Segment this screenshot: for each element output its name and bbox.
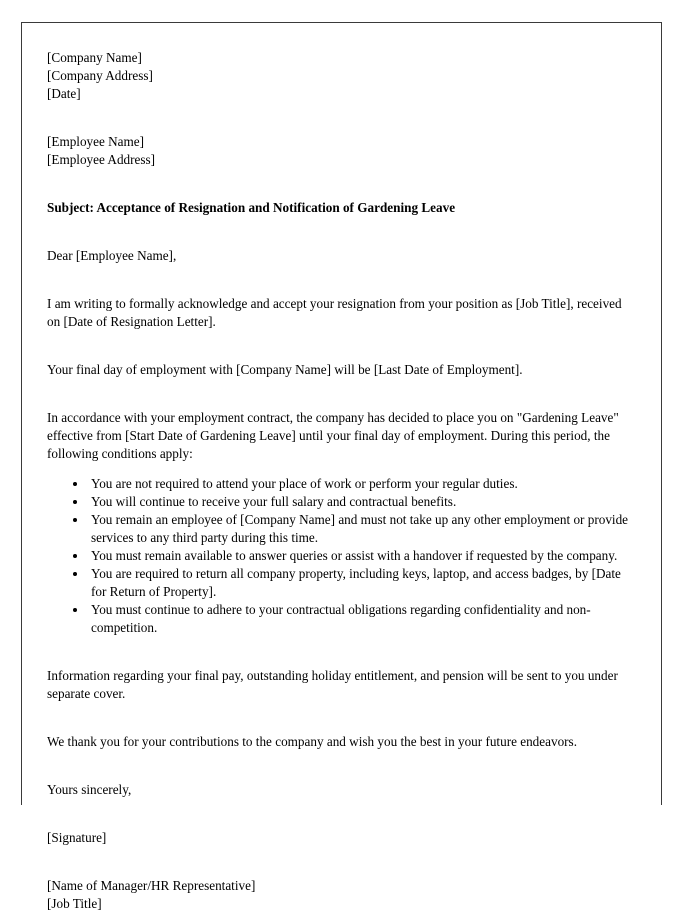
letter-body: [47, 49, 636, 913]
spacer: [47, 379, 636, 409]
paragraph-gardening-leave-intro: In accordance with your employment contract, the company has decided to place you on "Gardening Leave" effective from [Start Date of Gardening Leave] until your final day of employment. During this period, the following conditions apply:: [47, 410, 619, 461]
sender-company-name: [Company Name]: [47, 50, 142, 65]
spacer: [47, 751, 636, 781]
salutation: Dear [Employee Name],: [47, 248, 177, 263]
spacer: [47, 703, 636, 733]
spacer: [47, 265, 636, 295]
recipient-address-block: [47, 133, 636, 169]
spacer: [47, 217, 636, 247]
spacer: [47, 799, 636, 829]
spacer: [47, 169, 636, 199]
conditions-list: [47, 475, 636, 637]
sender-company-address: [Company Address]: [47, 68, 153, 83]
list-item: • You are not required to attend your place of work or perform your regular duties.: [88, 475, 636, 493]
list-item: • You will continue to receive your full salary and contractual benefits.: [88, 493, 636, 511]
signature-placeholder: [Signature]: [47, 830, 107, 845]
recipient-employee-address: [Employee Address]: [47, 152, 156, 167]
spacer: [47, 463, 636, 475]
recipient-employee-name: [Employee Name]: [47, 134, 145, 149]
paragraph-final-day: Your final day of employment with [Company Name] will be [Last Date of Employment].: [47, 362, 523, 377]
letter-page: [21, 22, 662, 911]
paragraph-thanks: We thank you for your contributions to the company and wish you the best in your future endeavors.: [47, 734, 577, 749]
list-item: • You are required to return all company property, including keys, laptop, and access badges, by [Date for Return of Property].: [88, 565, 636, 601]
sender-address-block: [47, 49, 636, 103]
paragraph-final-pay: Information regarding your final pay, outstanding holiday entitlement, and pension will be sent to you under separate cover.: [47, 668, 618, 701]
signer-block: [47, 877, 636, 913]
spacer: [47, 331, 636, 361]
list-item: • You remain an employee of [Company Name] and must not take up any other employment or provide services to any third party during this time.: [88, 511, 636, 547]
signer-title: [Job Title]: [47, 896, 102, 911]
subject-line: Subject: Acceptance of Resignation and Notification of Gardening Leave: [47, 200, 456, 215]
paragraph-acknowledgement: I am writing to formally acknowledge and accept your resignation from your position as [Job Title], received on [Date of Resignation Letter].: [47, 296, 622, 329]
spacer: [47, 847, 636, 877]
list-item: • You must continue to adhere to your contractual obligations regarding confidentiality and non-competition.: [88, 601, 636, 637]
list-item: • You must remain available to answer queries or assist with a handover if requested by the company.: [88, 547, 636, 565]
valediction: Yours sincerely,: [47, 782, 132, 797]
spacer: [47, 103, 636, 133]
signer-name: [Name of Manager/HR Representative]: [47, 878, 256, 893]
spacer: [47, 637, 636, 667]
letter-date: [Date]: [47, 86, 81, 101]
